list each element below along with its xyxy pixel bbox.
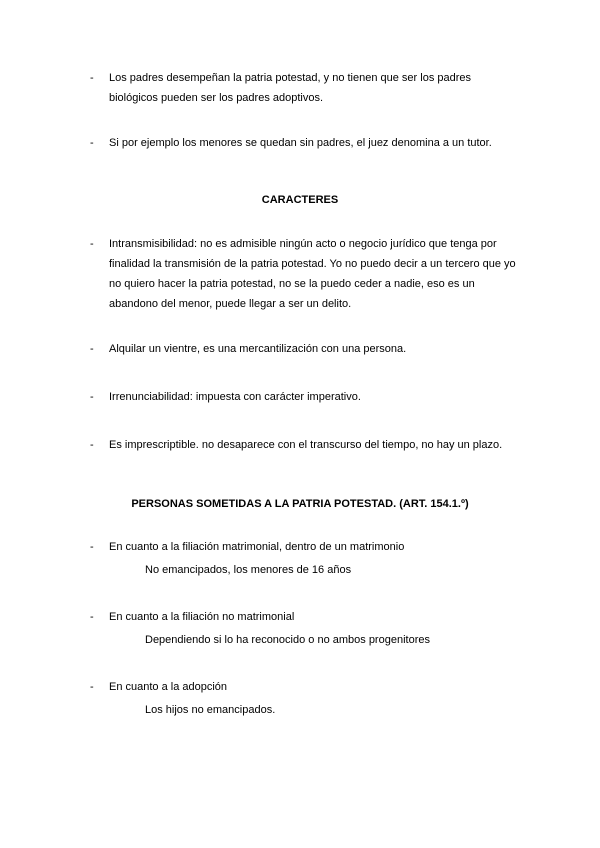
bullet-dash: - <box>90 391 94 403</box>
section-heading-personas: PERSONAS SOMETIDAS A LA PATRIA POTESTAD. (ART. 154.1.º) <box>131 498 469 510</box>
list-item-text: Irrenunciabilidad: impuesta con carácter imperativo. <box>109 391 361 403</box>
section-heading-caracteres: CARACTERES <box>261 194 339 206</box>
list-item-text: En cuanto a la adopción <box>109 681 228 693</box>
bullet-dash: - <box>90 343 94 355</box>
bullet-dash: - <box>90 137 94 149</box>
list-item-text: Es imprescriptible. no desaparece con el transcurso del tiempo, no hay un plazo. <box>109 439 503 451</box>
list-item <box>90 677 520 697</box>
list-item-text: En cuanto a la filiación no matrimonial <box>109 611 295 623</box>
list-item <box>90 607 520 627</box>
sub-item-text: Dependiendo si lo ha reconocido o no ambos progenitores <box>145 634 430 646</box>
list-item <box>90 435 520 455</box>
list-item <box>90 234 520 314</box>
bullet-dash: - <box>90 541 94 553</box>
bullet-dash: - <box>90 72 94 84</box>
list-item <box>90 339 520 359</box>
bullet-dash: - <box>90 681 94 693</box>
list-item-text: Si por ejemplo los menores se quedan sin padres, el juez denomina a un tutor. <box>109 137 492 149</box>
list-item <box>90 133 520 153</box>
list-item <box>90 387 520 407</box>
list-item-text: En cuanto a la filiación matrimonial, dentro de un matrimonio <box>109 541 405 553</box>
list-item-text: Intransmisibilidad: no es admisible ningún acto o negocio jurídico que tenga por finalidad la transmisión de la patria potestad. Yo no puedo decir a un tercero que yo no quiero hacer la patria potestad, no se la puedo ceder a nadie, eso es un abandono del menor, puede llegar a ser un delito. <box>109 238 516 310</box>
bullet-dash: - <box>90 611 94 623</box>
list-item-text: Alquilar un vientre, es una mercantilización con una persona. <box>109 343 407 355</box>
list-item <box>90 537 520 557</box>
sub-item-text: Los hijos no emancipados. <box>145 704 276 716</box>
bullet-dash: - <box>90 439 94 451</box>
sub-item-text: No emancipados, los menores de 16 años <box>145 564 352 576</box>
bullet-dash: - <box>90 238 94 250</box>
list-item-text: Los padres desempeñan la patria potestad, y no tienen que ser los padres biológicos pueden ser los padres adoptivos. <box>109 72 472 104</box>
list-item <box>90 68 520 108</box>
